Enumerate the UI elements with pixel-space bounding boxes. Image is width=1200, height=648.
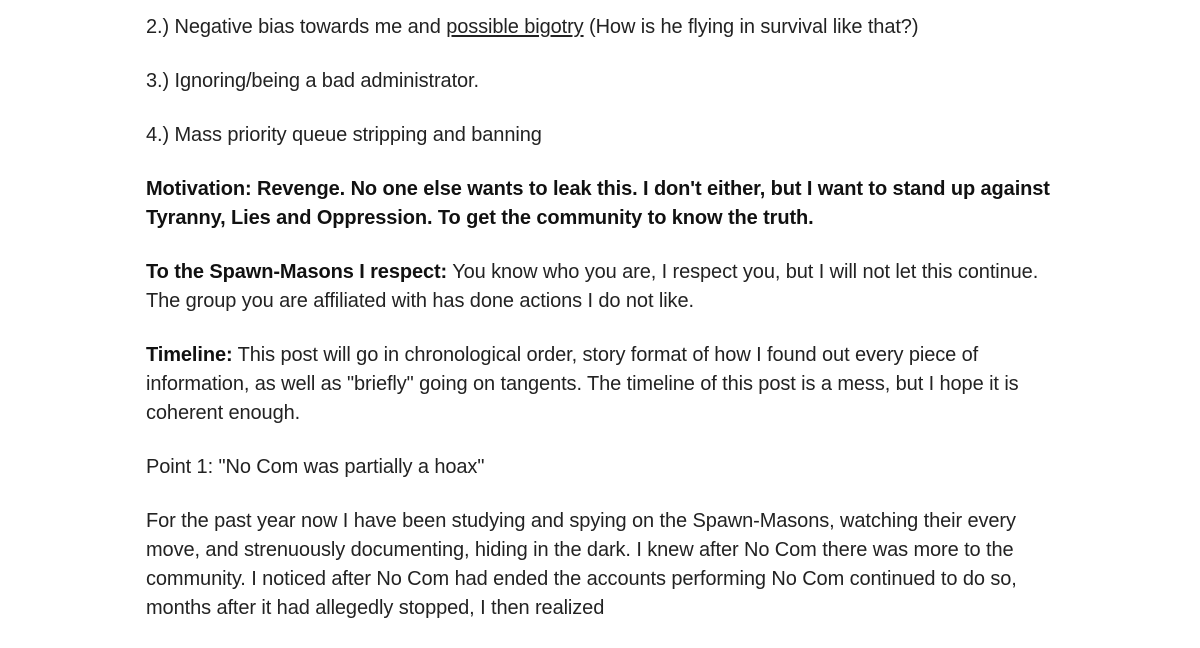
timeline-text: This post will go in chronological order, story format of how I found out every piece of information, as well as "briefly" going on tangents. The timeline of this post is a mess, but I hope it is coherent enough. [146,344,1019,424]
point-1-heading: Point 1: "No Com was partially a hoax" [146,456,485,478]
respect-paragraph [146,258,1066,316]
list-item-point-3: 3.) Ignoring/being a bad administrator. [146,70,479,92]
list-item-point-4: 4.) Mass priority queue stripping and banning [146,124,542,146]
body-paragraph: For the past year now I have been studying and spying on the Spawn-Masons, watching their every move, and strenuously documenting, hiding in the dark. I knew after No Com there was more to the community. I noticed after No Com had ended the accounts performing No Com continued to do so, months after it had allegedly stopped, I then realized [146,510,1017,619]
motivation-paragraph: Motivation: Revenge. No one else wants to leak this. I don't either, but I want to stand up against Tyranny, Lies and Oppression. To get the community to know the truth. [146,178,1050,229]
timeline-paragraph [146,341,1066,428]
list-item-point-2 [146,13,1066,42]
respect-label: To the Spawn-Masons I respect: [146,261,448,283]
possible-bigotry-link[interactable]: possible bigotry [446,16,584,38]
point-2-suffix: (How is he flying in survival like that?) [583,16,919,38]
respect-text: You know who you are, I respect you, but I will not let this continue. The group you are affiliated with has done actions I do not like. [146,261,1039,312]
document-body [146,13,1066,648]
point-2-prefix: 2.) Negative bias towards me and [146,16,447,38]
timeline-label: Timeline: [146,344,233,366]
